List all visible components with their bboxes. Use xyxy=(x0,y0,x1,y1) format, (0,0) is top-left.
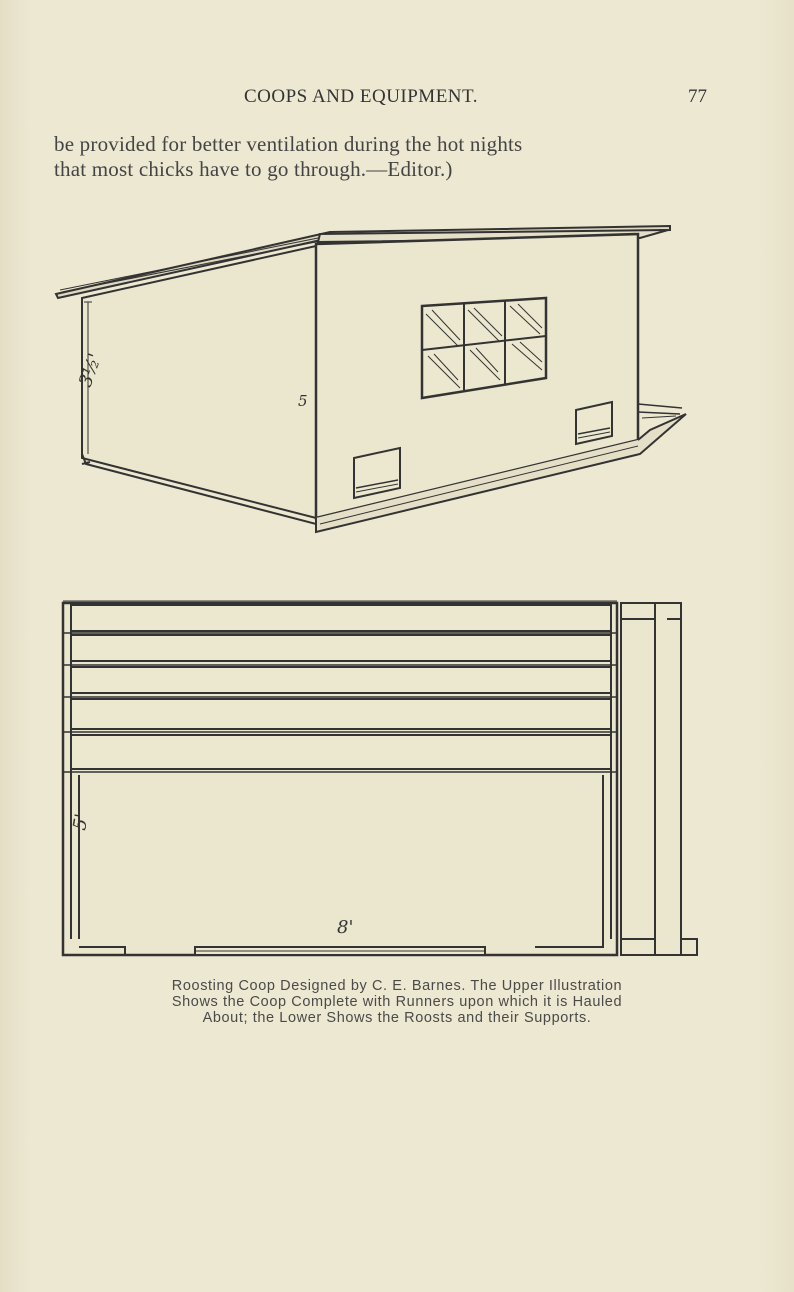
dimension-label: 5 xyxy=(298,392,308,410)
body-paragraph xyxy=(54,132,734,182)
body-line: be provided for better ventilation during the hot nights xyxy=(54,132,523,156)
figure-caption xyxy=(40,978,754,1026)
caption-line: About; the Lower Shows the Roosts and their Supports. xyxy=(202,1010,592,1026)
running-title: COOPS AND EQUIPMENT. xyxy=(244,86,478,107)
caption-line: Roosting Coop Designed by C. E. Barnes. The Upper Illustration xyxy=(171,978,623,994)
coop-perspective-illustration xyxy=(50,218,700,538)
running-head xyxy=(0,86,794,110)
dimension-label: 5' xyxy=(69,812,93,832)
page-number: 77 xyxy=(688,86,707,107)
body-line: that most chicks have to go through.—Editor.) xyxy=(54,157,453,181)
dimension-label: 3½' xyxy=(74,350,107,390)
roosts-and-supports-illustration xyxy=(55,595,715,965)
dimension-label: 8' xyxy=(337,917,354,938)
caption-line: Shows the Coop Complete with Runners upon which it is Hauled xyxy=(171,994,623,1010)
